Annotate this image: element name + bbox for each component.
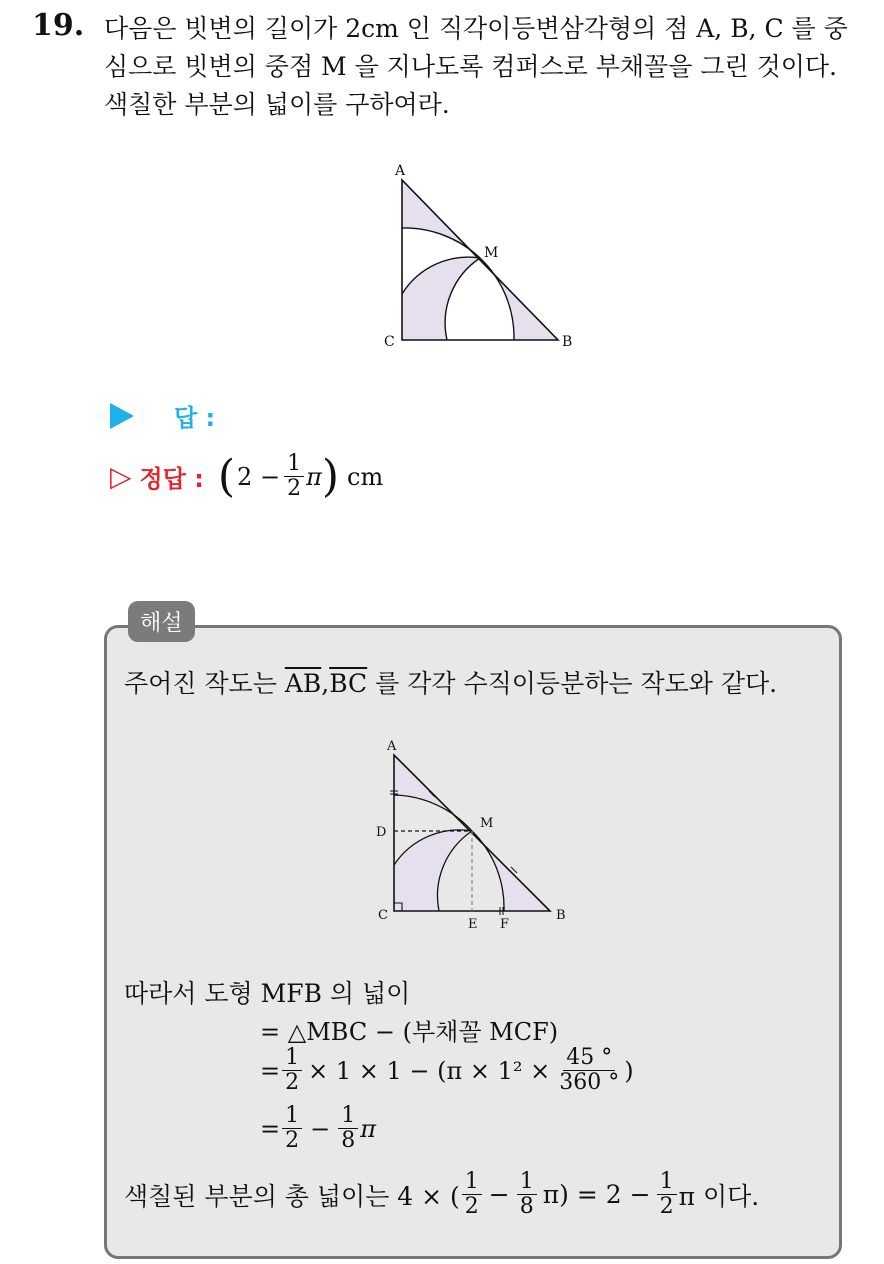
final-fraction-1: [462, 1170, 482, 1219]
final-f3-den: 2: [659, 1194, 674, 1219]
eq3-f1-den: 2: [285, 1128, 300, 1153]
eq2-close: ): [624, 1056, 634, 1085]
final-f1-num: 1: [462, 1170, 482, 1195]
segment-ab: $\overline{AB}$: [284, 669, 322, 698]
final-text-a: 색칠된 부분의 총 넓이는 4 × (: [124, 1181, 460, 1211]
question-number: 19.: [32, 8, 85, 43]
correct-answer-label: 정답 :: [139, 465, 204, 493]
label-b: B: [556, 908, 566, 923]
eq2-f1-num: 1: [282, 1046, 302, 1071]
eq2-fraction-1: [282, 1046, 302, 1095]
answer-frac-den: 2: [287, 476, 302, 501]
label-m: M: [480, 816, 494, 831]
question-line-3: 색칠한 부분의 넓이를 구하여라.: [104, 90, 450, 119]
eq3-fraction-1: [282, 1104, 302, 1153]
eq2-middle: × 1 × 1 − (π × 1² ×: [308, 1056, 551, 1085]
answer-frac-num: 1: [284, 452, 304, 477]
question-line-2: 심으로 빗변의 중점 M 을 지나도록 컴퍼스로 부채꼴을 그린 것이다.: [104, 52, 837, 81]
solution-line-1: [124, 664, 777, 700]
eq3-f2-den: 8: [341, 1128, 356, 1153]
final-text-d: π 이다.: [678, 1181, 760, 1211]
answer-expr-lead: 2 −: [237, 462, 281, 491]
answer-blank-row: [110, 398, 215, 433]
label-b: B: [562, 334, 573, 350]
play-arrow-icon: [110, 403, 134, 429]
solution-tag: 해설: [128, 601, 195, 642]
segment-comma: ,: [321, 669, 330, 698]
answer-pi: π: [306, 462, 322, 491]
answer-label: 답 :: [174, 404, 216, 432]
eq2-equals: =: [260, 1056, 281, 1085]
answer-unit: cm: [347, 462, 384, 491]
label-m: M: [484, 245, 499, 261]
solution-figure: [372, 735, 582, 935]
question-text: [104, 10, 864, 124]
shaded-region-c: [402, 257, 480, 340]
eq2-f1-den: 2: [285, 1070, 300, 1095]
shaded-region-c: [394, 830, 472, 911]
label-c: C: [384, 334, 395, 350]
correct-answer-row: [110, 452, 383, 501]
right-paren: ): [321, 450, 340, 502]
eq2-f2-num: 45 °: [563, 1046, 615, 1071]
solution-box: [104, 625, 842, 1259]
final-fraction-3: [657, 1170, 677, 1219]
equation-line-3: [260, 1104, 376, 1153]
label-f: F: [500, 917, 510, 932]
label-c: C: [378, 908, 388, 923]
eq3-pi: π: [360, 1114, 376, 1143]
eq3-f2-num: 1: [338, 1104, 358, 1129]
answer-fraction: [284, 452, 304, 501]
final-text-c: π) = 2 −: [542, 1180, 651, 1209]
final-f1-den: 2: [464, 1194, 479, 1219]
triangle-figure: [378, 160, 588, 360]
final-minus: −: [488, 1180, 510, 1209]
equation-line-1: [260, 1012, 558, 1047]
final-fraction-2: [517, 1170, 537, 1219]
eq3-f1-num: 1: [282, 1104, 302, 1129]
solution-line-1-pre: 주어진 작도는: [124, 669, 277, 698]
label-a: A: [387, 739, 397, 754]
eq3-fraction-2: [338, 1104, 358, 1153]
eq3-minus: −: [310, 1114, 331, 1143]
final-line: [124, 1170, 759, 1219]
eq2-fraction-2: [556, 1046, 622, 1095]
left-paren: (: [217, 450, 236, 502]
final-f2-den: 8: [519, 1194, 534, 1219]
equation-line-2: [260, 1046, 634, 1095]
eq1-text: = △MBC − (부채꼴 MCF): [260, 1018, 559, 1046]
question-line-1: 다음은 빗변의 길이가 2cm 인 직각이등변삼각형의 점 A, B, C 를 중: [104, 14, 848, 43]
solution-line-1-post: 를 각각 수직이등분하는 작도와 같다.: [375, 669, 778, 698]
segment-bc: $\overline{BC}$: [329, 669, 368, 698]
outline-arrow-icon: ▷: [110, 459, 132, 493]
label-e: E: [468, 917, 478, 932]
area-intro: 따라서 도형 MFB 의 넓이: [124, 979, 411, 1008]
label-a: A: [395, 163, 406, 179]
eq2-f2-den: 360 °: [559, 1070, 620, 1095]
final-f3-num: 1: [657, 1170, 677, 1195]
eq3-equals: =: [260, 1114, 281, 1143]
final-f2-num: 1: [517, 1170, 537, 1195]
label-d: D: [376, 825, 387, 840]
